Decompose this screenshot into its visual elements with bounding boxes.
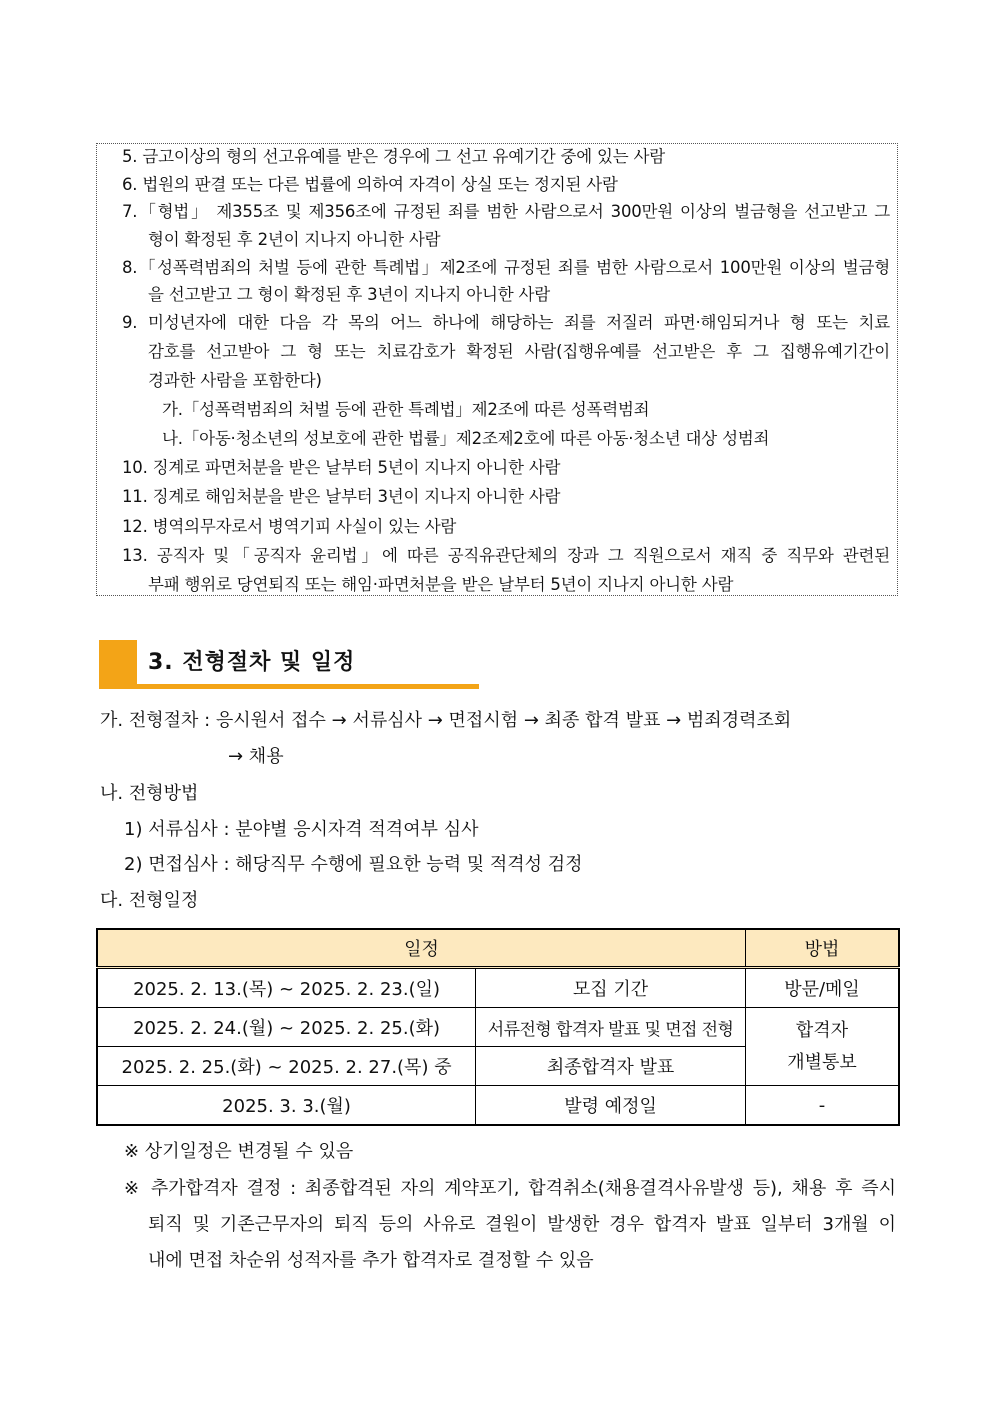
date-cell: 2025. 2. 13.(목) ~ 2025. 2. 23.(일) [97,968,476,1008]
date-cell: 2025. 3. 3.(월) [97,1086,476,1126]
merged-method-line2: 개별통보 [787,1051,857,1073]
method-cell: 방문/메일 [746,968,899,1008]
method-cell-merged [746,1008,899,1086]
merged-method-line1: 합격자 [795,1019,849,1041]
section-underline [99,684,479,689]
method-document-review: 1) 서류심사 : 분야별 응시자격 적격여부 심사 [124,819,479,840]
disqualification-item-7-line2: 형이 확정된 후 2년이 지나지 아니한 사람 [148,230,441,249]
note-schedule-change: ※ 상기일정은 변경될 수 있음 [124,1141,354,1162]
table-row [97,968,899,1008]
date-cell: 2025. 2. 25.(화) ~ 2025. 2. 27.(목) 중 [97,1047,476,1086]
disqualification-item-9-b: 나.「아동·청소년의 성보호에 관한 법률」제2조제2호에 따른 아동·청소년 대상 성범죄 [162,429,770,448]
event-cell: 서류전형 합격자 발표 및 면접 전형 [476,1008,746,1047]
disqualification-item-7-line1: 7.「형법」 제355조 및 제356조에 규정된 죄를 범한 사람으로서 300만원 이상의 벌금형을 선고받고 그 [122,202,890,221]
schedule-table [96,928,900,1126]
disqualification-item-9-a: 가.「성폭력범죄의 처벌 등에 관한 특례법」제2조에 따른 성폭력범죄 [162,400,650,419]
note-additional-line2: 퇴직 및 기존근무자의 퇴직 등의 사유로 결원이 발생한 경우 합격자 발표 일부터 3개월 이 [148,1214,896,1235]
procedure-line2: → 채용 [228,746,284,767]
table-header-method: 방법 [746,929,899,968]
event-cell: 모집 기간 [476,968,746,1008]
disqualification-item-8-line1: 8.「성폭력범죄의 처벌 등에 관한 특례법」제2조에 규정된 죄를 범한 사람으로서 100만원 이상의 벌금형 [122,258,890,277]
disqualification-item-10: 10. 징계로 파면처분을 받은 날부터 5년이 지나지 아니한 사람 [122,458,561,477]
disqualification-item-11: 11. 징계로 해임처분을 받은 날부터 3년이 지나지 아니한 사람 [122,487,561,506]
schedule-heading: 다. 전형일정 [100,890,199,911]
section-marker [99,640,137,684]
table-header-row [97,929,899,968]
disqualification-item-5: 5. 금고이상의 형의 선고유예를 받은 경우에 그 선고 유예기간 중에 있는 사람 [122,147,666,166]
method-cell: - [746,1086,899,1126]
disqualification-item-9-line3: 경과한 사람을 포함한다) [148,371,322,390]
section-title: 3. 전형절차 및 일정 [148,650,356,675]
disqualification-item-8-line2: 을 선고받고 그 형이 확정된 후 3년이 지나지 아니한 사람 [148,285,550,304]
table-header-schedule: 일정 [97,929,746,968]
date-cell: 2025. 2. 24.(월) ~ 2025. 2. 25.(화) [97,1008,476,1047]
event-cell: 발령 예정일 [476,1086,746,1126]
procedure-line1: 가. 전형절차 : 응시원서 접수 → 서류심사 → 면접시험 → 최종 합격 발표 → 범죄경력조회 [100,710,792,731]
event-cell: 최종합격자 발표 [476,1047,746,1086]
disqualification-item-9-line2: 감호를 선고받아 그 형 또는 치료감호가 확정된 사람(집행유예를 선고받은 후 그 집행유예기간이 [148,342,890,361]
disqualification-item-13-line1: 13. 공직자 및「공직자 윤리법」에 따른 공직유관단체의 장과 그 직원으로서 재직 중 직무와 관련된 [122,546,890,565]
method-interview: 2) 면접심사 : 해당직무 수행에 필요한 능력 및 적격성 검정 [124,854,583,875]
method-heading: 나. 전형방법 [100,783,199,804]
table-row [97,1086,899,1126]
disqualification-item-6: 6. 법원의 판결 또는 다른 법률에 의하여 자격이 상실 또는 정지된 사람 [122,175,618,194]
disqualification-item-13-line2: 부패 행위로 당연퇴직 또는 해임·파면처분을 받은 날부터 5년이 지나지 아니한 사람 [148,575,734,594]
disqualification-item-12: 12. 병역의무자로서 병역기피 사실이 있는 사람 [122,517,457,536]
table-row [97,1008,899,1047]
note-additional-line1: ※ 추가합격자 결정 : 최종합격된 자의 계약포기, 합격취소(채용결격사유발생 등), 채용 후 즉시 [124,1178,896,1199]
disqualification-item-9-line1: 9. 미성년자에 대한 다음 각 목의 어느 하나에 해당하는 죄를 저질러 파면·해임되거나 형 또는 치료 [122,313,890,332]
note-additional-line3: 내에 면접 차순위 성적자를 추가 합격자로 결정할 수 있음 [148,1250,594,1271]
